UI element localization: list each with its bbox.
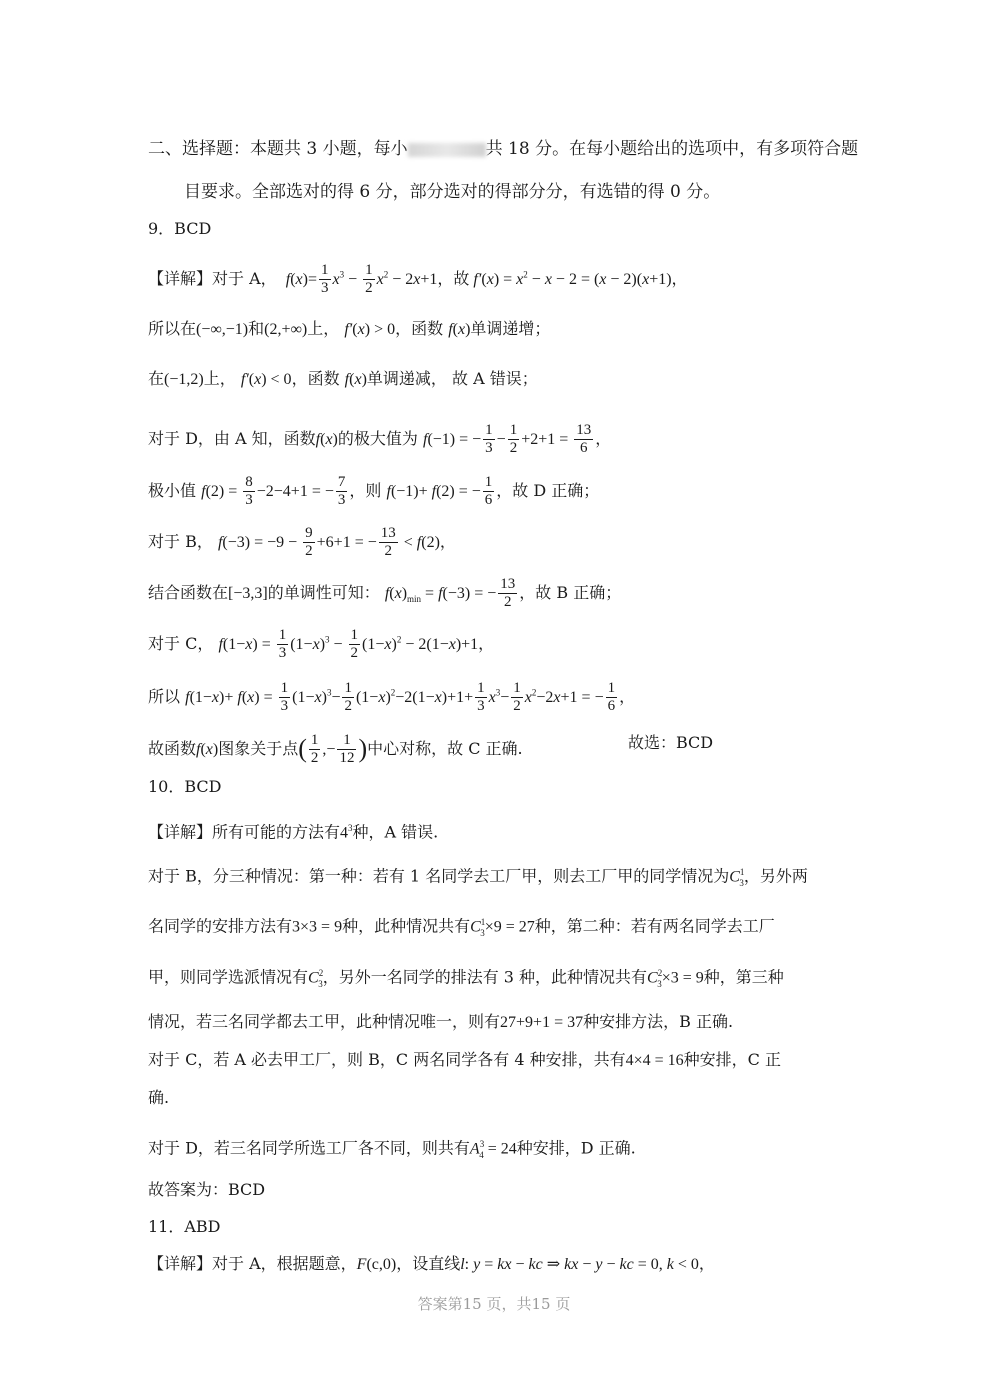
text: 种安排，C 正: [683, 1050, 781, 1069]
text: 结合函数在: [148, 583, 229, 602]
q10-answer: 10．BCD: [148, 777, 222, 796]
q9-answer: 9．BCD: [148, 219, 212, 238]
section-title-line-2: 目要求。全部选对的得 6 分，部分选对的得部分分，有选错的得 0 分。: [184, 182, 721, 202]
q10-line-4: 甲，则同学选派情况有$C^2_3$，另外一名同学的排法有 3 种，此种情况共有$C^2_3\times 3 = 9$种，第三种: [148, 967, 784, 989]
text: 情况，若三名同学都去工甲，此种情况唯一，则有: [148, 1012, 501, 1031]
q9-line-4: 对于 D，由 A 知，函数f(x)的极大值为 f(−1) = − $\frac{1}{3}$ − $\frac{1}{2}$ +2+1 = $\frac{13}{6}$ ，: [148, 422, 612, 456]
q10-line-5: 情况，若三名同学都去工甲，此种情况唯一，则有27+9+1 = 37种安排方法，B 正确.: [148, 1012, 734, 1031]
text: 极小值: [148, 481, 197, 500]
q10-line-8: 对于 D，若三名同学所选工厂各不同，则共有$A^3_4 = 24$种安排，D 正确.: [148, 1138, 636, 1160]
text: 种安排，D 正确.: [516, 1138, 636, 1158]
q11-line-1: 【详解】对于 A，根据题意，F(c,0)，设直线l: y = kx − kc ⇒ kx − y − kc = 0, k < 0，: [148, 1254, 715, 1273]
blurred-region: [408, 143, 486, 157]
text: 上，: [203, 369, 236, 388]
q9-line-9: 所以 f(1−x)+ f(x) = $\frac{1}{3}$ $(1-x)^3-$ $\frac{1}{2}$ $(1-x)^2-2(1-x)+1+$ $\frac{1}{3}$ $x^3-$ $\frac{1}{2}$ $x^2-2x+1$ = − $\frac{1}{6}$ ，: [148, 680, 636, 714]
text: 的单调性可知：: [267, 583, 380, 602]
text: 在: [148, 369, 165, 388]
text: 对于 D，若三名同学所选工厂各不同，则共有: [148, 1138, 470, 1158]
text: 所以在: [148, 319, 197, 338]
text: 对于 D，由 A 知，函数: [148, 429, 316, 448]
text: 图象关于点: [218, 739, 299, 758]
text: ，故 B 正确；: [519, 583, 622, 602]
q9-line-1: 【详解】对于 A， f(x)= $\frac{1}{3}$ $x^3$ − $\frac{1}{2}$ $x^2 - 2x+1$，故 $f'(x) = x^2 - x - 2 = (x - 2)(x+1)$，: [148, 262, 688, 296]
text: 的极大值为: [337, 429, 418, 448]
q10-line-3: 名同学的安排方法有3×3 = 9种，此种情况共有$C^1_3\times 9 = 27$种，第二种：若有两名同学去工厂: [148, 916, 775, 938]
q9-line-7: 结合函数在[−3,3]的单调性可知： $f(x)_{min} = f(-3)$ = − $\frac{13}{2}$ ，故 B 正确；: [148, 576, 622, 610]
q10-line-2: 对于 B，分三种情况：第一种：若有 1 名同学去工厂甲，则去工厂甲的同学情况为$C^1_3$，另外两: [148, 866, 808, 888]
q9-choose: 故选：BCD: [628, 733, 714, 752]
q9-line-6: 对于 B， f(−3) = −9 − $\frac{9}{2}$ +6+1 = − $\frac{13}{2}$ < f(2)，: [148, 525, 456, 559]
section-title-part-a: 二、选择题：本题共 3 小题，每小: [148, 139, 408, 159]
q9-line-5: 极小值 f(2) = $\frac{8}{3}$ −2−4+1 = − $\frac{7}{3}$ ，则 f(−1)+ f(2) = − $\frac{1}{6}$ ，故 D 正确；: [148, 474, 600, 508]
text: ，设直线: [396, 1254, 461, 1273]
text: ，函数: [291, 369, 340, 388]
q9-line-8: 对于 C， f(1−x) = $\frac{1}{3}$ $(1-x)^3$ − $\frac{1}{2}$ $(1-x)^2 - 2(1-x)+1$，: [148, 627, 495, 661]
q10-line-7: 确.: [148, 1088, 170, 1107]
text: 中心对称，故 C 正确.: [367, 739, 523, 758]
text: 故函数: [148, 739, 197, 758]
text: 对于 C，: [148, 634, 214, 653]
text: 上，: [307, 319, 340, 338]
text: 【详解】对于 A，根据题意，: [148, 1254, 357, 1273]
text: ，另外两: [743, 866, 808, 886]
text: 单调递减，: [366, 369, 447, 388]
text: 对于 B，: [148, 532, 213, 551]
q9-detail-label: 【详解】对于 A，: [148, 269, 277, 288]
text: 名同学的安排方法有: [148, 916, 293, 936]
q10-line-6: 对于 C，若 A 必去甲工厂，则 B，C 两名同学各有 4 种安排，共有4×4 = 16种安排，C 正: [148, 1050, 781, 1069]
text: 种，此种情况共有: [342, 916, 471, 936]
text: 种，第二种：若有两名同学去工厂: [534, 916, 775, 936]
page-footer: 答案第15 页，共15 页: [417, 1295, 571, 1313]
text: 所以: [148, 687, 181, 706]
text: 种，A 错误.: [352, 822, 439, 842]
q9-line-3: 在(−1,2)上， f′(x) < 0，函数 f(x)单调递减， 故 A 错误；: [148, 369, 538, 388]
text: 单调递增；: [470, 319, 551, 338]
q9-line-2: 所以在(−∞,−1)和(2,+∞)上， f′(x) > 0，函数 f(x)单调递增；: [148, 319, 551, 338]
text: 甲，则同学选派情况有: [148, 967, 309, 987]
text: 对于 C，若 A 必去甲工厂，则 B，C 两名同学各有 4 种安排，共有: [148, 1050, 626, 1069]
q9-line-10: 故函数f(x)图象关于点( $\frac{1}{2}$ ,− $\frac{1}{12}$ )中心对称，故 C 正确.: [148, 732, 523, 766]
text: 故 A 错误；: [452, 369, 538, 388]
q10-line-1: 【详解】所有可能的方法有$4^3$种，A 错误.: [148, 822, 439, 842]
text: ，函数: [395, 319, 444, 338]
text: ，故 D 正确；: [496, 481, 600, 500]
section-title-part-b: 共 18 分。在每小题给出的选项中，有多项符合题: [485, 139, 859, 159]
text: 种安排方法，B 正确.: [583, 1012, 734, 1031]
q11-answer: 11．ABD: [148, 1217, 221, 1236]
text: 对于 B，分三种情况：第一种：若有 1 名同学去工厂甲，则去工厂甲的同学情况为: [148, 866, 730, 886]
text: ，另外一名同学的排法有 3 种，此种情况共有: [322, 967, 648, 987]
text: 种，第三种: [703, 967, 784, 987]
text: 【详解】所有可能的方法有: [148, 822, 341, 842]
q10-line-9: 故答案为：BCD: [148, 1180, 266, 1199]
text: ，则: [349, 481, 382, 500]
section-title-line-1: [148, 138, 858, 160]
text: 和: [248, 319, 265, 338]
